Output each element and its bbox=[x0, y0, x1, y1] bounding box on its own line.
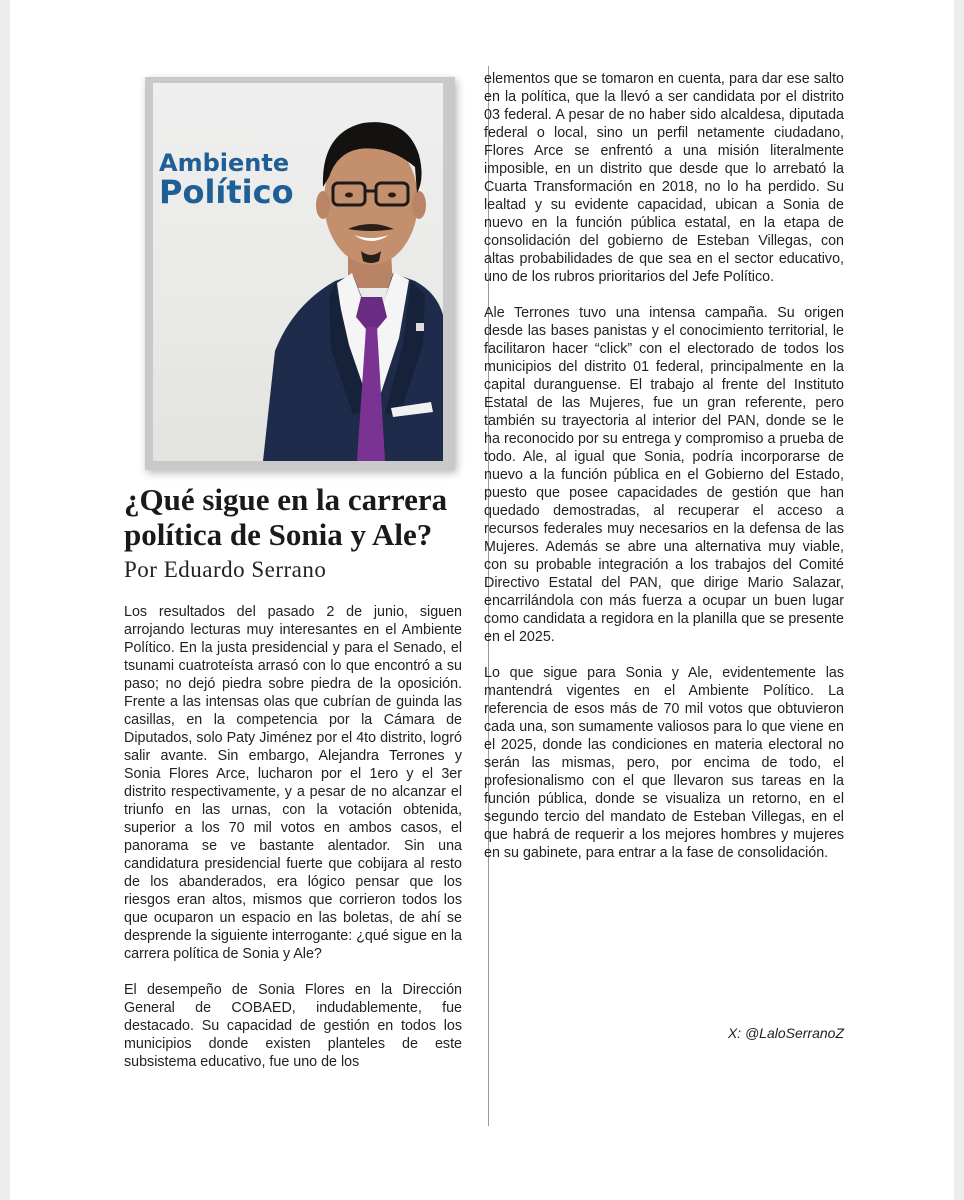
article-left-column bbox=[124, 603, 462, 1071]
brand-line-2: Político bbox=[159, 173, 294, 212]
article-paragraph: elementos que se tomaron en cuenta, para dar ese salto en la política, que la llevó a ser candidata por el distrito 03 federal. A pesar de no haber sido alcaldesa, diputada federal o local, sino un perfil netamente ciudadano, Flores Arce se enfrentó a una misión literalmente imposible, en un distrito que desde que lo arrebató la Cuarta Transformación en 2018, no lo ha perdido. Su lealtad y su evidente capacidad, ubican a Sonia de nuevo en la función pública estatal, en la etapa de consolidación del gobierno de Esteban Villegas, con altas probabilidades de que sea en el sector educativo, uno de los rubros prioritarios del Jefe Político. bbox=[484, 71, 844, 285]
article-title: ¿Qué sigue en la carrera política de Sonia y Ale? bbox=[124, 482, 448, 552]
article-paragraph: Lo que sigue para Sonia y Ale, evidentemente las mantendrá vigentes en el Ambiente Político. La referencia de esos más de 70 mil votos que obtuvieron cada una, son sumamente valiosos para lo que viene en el 2025, donde las condiciones en materia electoral no serán las mismas, pero, por encima de todo, el profesionalismo con el que llevaron sus tareas en la función pública, donde se visualiza un retorno, en el segundo tercio del mandato de Esteban Villegas, en el que habrá de requerir a los mejores hombres y mujeres en su gabinete, para entrar a la fase de consolidación. bbox=[484, 665, 844, 861]
article-paragraph: El desempeño de Sonia Flores en la Dirección General de COBAED, indudablemente, fue destacado. Su capacidad de gestión en todos los municipios donde existen planteles de este subsistema educativo, fue uno de los bbox=[124, 982, 462, 1070]
column-header-photo bbox=[145, 77, 455, 470]
article-right-column bbox=[484, 70, 844, 862]
author-social-handle: X: @LaloSerranoZ bbox=[727, 1025, 844, 1041]
photo-content bbox=[153, 83, 443, 461]
column-brand-logo bbox=[159, 151, 294, 210]
article-paragraph: Los resultados del pasado 2 de junio, siguen arrojando lecturas muy interesantes en el Ambiente Político. En la justa presidencial y para el Senado, el tsunami cuatroteísta arrasó con lo que encontró a su paso; no dejó piedra sobre piedra de la oposición. Frente a las intensas olas que cubrían de guinda las casillas, en la competencia por la Cámara de Diputados, solo Paty Jiménez por el 4to distrito, logró salir avante. Sin embargo, Alejandra Terrones y Sonia Flores Arce, lucharon por el 1ero y el 3er distrito respectivamente, y a pesar de no alcanzar el triunfo en las urnas, con la votación obtenida, superior a los 70 mil votos en ambos casos, el panorama se ve bastante alentador. Sin una candidatura presidencial fuerte que cobijara al resto de los abanderados, era lógico pensar que los riesgos eran altos, mismos que corrieron todos los que ocuparon un espacio en las boletas, de ahí se desprende la siguiente interrogante: ¿qué sigue en la carrera política de Sonia y Ale? bbox=[124, 604, 462, 962]
article-paragraph: Ale Terrones tuvo una intensa campaña. Su origen desde las bases panistas y el conocimiento territorial, le facilitaron hacer “click” con el electorado de todos los municipios del distrito 01 federal, principalmente en la capital duranguense. El trabajo al frente del Instituto Estatal de las Mujeres, fue un gran referente, pero también su trayectoria al interior del PAN, donde se le ha reconocido por su entrega y compromiso a prueba de todo. Ale, al igual que Sonia, podría incorporarse de nuevo a la función pública en el Gobierno del Estado, puesto que posee capacidades de gestión que han quedado demostradas, al recuperar el acceso a recursos federales muy necesarios en la defensa de las Mujeres. Además se abre una alternativa muy viable, con su probable integración a los trabajos del Comité Directivo Estatal del PAN, que dirige Mario Salazar, encarrilándola con más fuerza a ocupar un buen lugar como candidata a regidora en la planilla que se presente en el 2025. bbox=[484, 305, 844, 645]
article-byline: Por Eduardo Serrano bbox=[124, 557, 327, 582]
author-portrait bbox=[153, 83, 443, 461]
brand-line-1: Ambiente bbox=[159, 149, 290, 177]
